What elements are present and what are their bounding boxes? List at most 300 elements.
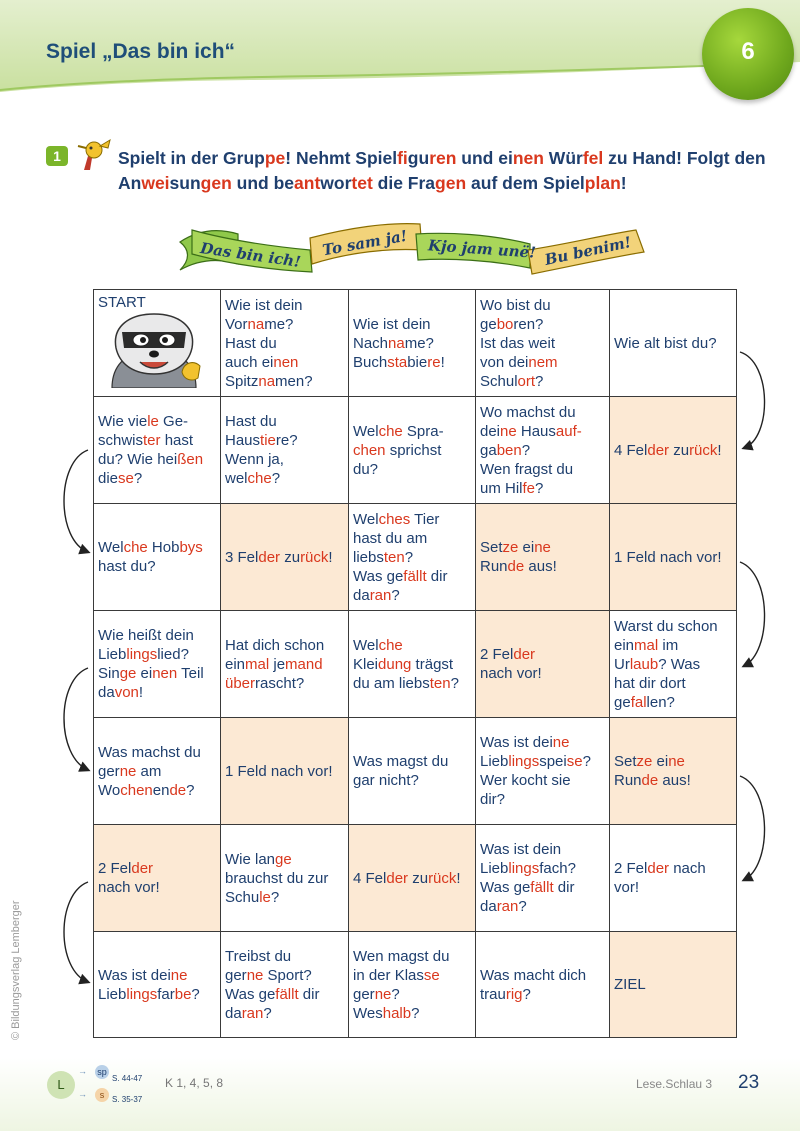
field-text-line xyxy=(480,664,605,683)
field-text: Was ge xyxy=(480,879,531,896)
field-text: aus! xyxy=(658,772,691,789)
field-text-line xyxy=(98,878,216,897)
arrow-left-1 xyxy=(64,450,88,552)
field-text: nach xyxy=(669,860,706,877)
syllable-highlight: le xyxy=(259,888,271,906)
field-text-line xyxy=(225,353,344,372)
syllable-highlight: der xyxy=(647,860,670,877)
sp-pages: S. 44-47 xyxy=(112,1074,143,1083)
syllable-highlight: ant xyxy=(294,172,321,193)
field-text: ? xyxy=(391,985,400,1003)
field-text: Wel xyxy=(98,539,124,556)
board-row xyxy=(94,611,737,718)
syllable-highlight: ter xyxy=(143,432,161,449)
field-text: rascht? xyxy=(255,674,305,692)
field-text-line xyxy=(480,538,605,557)
syllable-highlight: nen xyxy=(512,148,544,168)
field-text: Wie ist dein xyxy=(225,296,303,314)
syllable-highlight: be xyxy=(174,985,192,1003)
field-text-line xyxy=(98,743,216,762)
syllable-highlight: ne xyxy=(170,966,188,984)
field-text: wel xyxy=(225,470,248,487)
field-text: zu xyxy=(408,869,429,887)
field-text-line xyxy=(353,441,471,460)
field-text-line xyxy=(480,557,605,576)
field-text: ? xyxy=(391,586,400,604)
field-text: Ist das weit xyxy=(480,334,556,352)
banner-label-albanian: Kjo jam unë! xyxy=(427,236,537,262)
syllable-highlight: de xyxy=(641,772,659,789)
board-field xyxy=(94,397,221,504)
board-field xyxy=(610,397,737,504)
field-text-line xyxy=(480,752,605,771)
syllable-highlight: fi xyxy=(397,148,408,168)
page-number: 23 xyxy=(738,1072,760,1093)
arrow-right-2 xyxy=(740,562,765,666)
field-text: fach? xyxy=(539,860,576,877)
field-text-line xyxy=(353,529,471,548)
arrow-right-3 xyxy=(740,776,765,880)
field-text: spei xyxy=(539,753,567,770)
field-text-line xyxy=(353,422,471,441)
syllable-highlight: che xyxy=(378,636,403,654)
syllable-highlight: ne xyxy=(246,966,264,984)
field-text: um Hil xyxy=(480,479,523,497)
field-text-line xyxy=(353,315,471,334)
field-text-line xyxy=(98,781,216,800)
syllable-highlight: der xyxy=(513,646,536,663)
field-text: ein xyxy=(225,655,246,673)
field-text: Lieb xyxy=(480,860,509,877)
board-field xyxy=(476,397,610,504)
board-field xyxy=(610,932,737,1038)
field-text: zu xyxy=(280,548,301,566)
syllable-highlight: lings xyxy=(508,753,540,770)
syllable-highlight: mal xyxy=(245,655,270,673)
syllable-highlight: wei xyxy=(141,172,170,193)
board-row xyxy=(94,932,737,1038)
board-field xyxy=(221,825,349,932)
field-text: Warst du schon xyxy=(614,617,718,635)
syllable-highlight: chen xyxy=(120,781,153,799)
syllable-highlight: der xyxy=(131,860,154,877)
arrow-right-icon: → xyxy=(78,1089,87,1099)
banner-label-german: Das bin ich! xyxy=(199,239,302,271)
field-text-line xyxy=(225,450,344,469)
board-field xyxy=(94,290,221,397)
s-reference-icon: s xyxy=(95,1088,109,1102)
syllable-highlight: chen xyxy=(353,441,386,459)
field-text-line xyxy=(480,460,605,479)
field-text-line xyxy=(480,479,605,498)
instruction-text: auf dem Spiel xyxy=(466,172,585,193)
instruction-text: und ei xyxy=(456,148,513,168)
field-text-line xyxy=(225,431,344,450)
syllable-highlight: rück xyxy=(300,548,329,566)
field-text: 1 Feld nach vor! xyxy=(225,762,333,780)
board-field xyxy=(610,718,737,825)
field-text-line xyxy=(353,985,471,1004)
field-text-line xyxy=(353,947,471,966)
syllable-highlight: fällt xyxy=(275,985,299,1003)
field-text-line xyxy=(98,469,216,488)
field-text: Wie lan xyxy=(225,850,276,868)
field-text: Hast du xyxy=(225,334,277,352)
syllable-highlight: bo xyxy=(496,315,514,333)
field-text: Set xyxy=(480,539,503,556)
syllable-highlight: ran xyxy=(369,586,392,604)
instruction-text: und be xyxy=(231,172,295,193)
field-text-line xyxy=(225,548,344,567)
syllable-highlight: fe xyxy=(522,479,536,497)
field-text: ? xyxy=(271,470,281,487)
field-text: men? xyxy=(275,372,313,390)
field-text-line xyxy=(480,985,605,1004)
field-text: nach vor! xyxy=(98,879,160,896)
field-text: am xyxy=(136,762,162,780)
field-text-line xyxy=(98,645,216,664)
syllable-highlight: bys xyxy=(179,539,203,556)
field-text-line xyxy=(98,859,216,878)
greeting-banner xyxy=(178,220,648,285)
field-text: ? xyxy=(191,985,200,1003)
field-text-line xyxy=(225,947,344,966)
field-text-line xyxy=(614,752,732,771)
field-text: Wes xyxy=(353,1004,383,1022)
field-text: Sin xyxy=(98,665,120,682)
task-instruction xyxy=(118,146,768,195)
field-text-line xyxy=(353,510,471,529)
field-text: dir xyxy=(553,879,575,896)
board-row xyxy=(94,825,737,932)
instruction-text: ! xyxy=(620,172,627,193)
field-text: sprichst xyxy=(385,441,442,459)
syllable-highlight: che xyxy=(247,470,272,487)
field-text: Teil xyxy=(177,665,204,682)
field-text: da xyxy=(480,898,497,915)
board-field xyxy=(94,932,221,1038)
field-text-line xyxy=(98,412,216,431)
field-text: je xyxy=(269,655,286,673)
field-text: Was machst du xyxy=(98,743,201,761)
syllable-highlight: auf- xyxy=(555,422,582,440)
field-text-line xyxy=(353,655,471,674)
field-text: ZIEL xyxy=(614,976,646,993)
field-text-line xyxy=(614,674,732,693)
field-text: far xyxy=(157,985,175,1003)
syllable-highlight: der xyxy=(647,441,670,459)
field-text-line xyxy=(98,762,216,781)
field-text: me? xyxy=(264,315,294,333)
field-text: im xyxy=(658,636,679,654)
field-text: ? xyxy=(186,781,195,799)
field-text: Wo machst du xyxy=(480,403,576,421)
field-text: in der Klas xyxy=(353,966,424,984)
board-field xyxy=(349,290,476,397)
field-text: Nach xyxy=(353,334,389,352)
field-text: ? xyxy=(521,441,531,459)
field-text: Hast du xyxy=(225,413,277,430)
field-text-line xyxy=(614,334,732,353)
page-header xyxy=(0,0,800,92)
field-text: Lieb xyxy=(480,753,509,770)
instruction-text: Spielt in der Grup xyxy=(118,148,265,168)
syllable-highlight: gen xyxy=(435,172,467,193)
chapter-badge xyxy=(702,8,794,100)
syllable-highlight: rig xyxy=(505,985,523,1003)
field-text-line xyxy=(480,771,605,790)
syllable-highlight: ren xyxy=(429,148,457,168)
field-text: Wie heißt dein xyxy=(98,627,194,644)
field-text: ? xyxy=(450,674,459,692)
field-text-line xyxy=(225,315,344,334)
field-text: dir xyxy=(426,567,448,585)
syllable-highlight: sta xyxy=(387,353,408,371)
syllable-highlight: na xyxy=(247,315,265,333)
syllable-highlight: von xyxy=(114,684,139,701)
field-text-line xyxy=(225,888,344,907)
arrow-right-1 xyxy=(740,352,765,448)
field-text-line xyxy=(225,869,344,888)
syllable-highlight: mand xyxy=(285,655,323,673)
field-text: du? xyxy=(353,460,379,478)
badger-mascot-icon xyxy=(98,312,210,388)
arrow-left-2 xyxy=(64,668,88,770)
field-text-line xyxy=(225,334,344,353)
instruction-text: sun xyxy=(169,172,201,193)
syllable-highlight: ten xyxy=(383,548,405,566)
board-field xyxy=(94,718,221,825)
board-field xyxy=(349,504,476,611)
syllable-highlight: über xyxy=(225,674,256,692)
syllable-highlight: halb xyxy=(382,1004,412,1022)
field-text-line xyxy=(480,372,605,391)
field-text: ! xyxy=(440,353,445,371)
field-text-line xyxy=(98,985,216,1004)
syllable-highlight: ze xyxy=(636,753,653,770)
field-text: dir? xyxy=(480,791,506,808)
board-field xyxy=(221,397,349,504)
syllable-highlight: pe xyxy=(264,148,286,168)
field-text-line xyxy=(98,431,216,450)
field-text: zu xyxy=(669,441,690,459)
board-row xyxy=(94,397,737,504)
task-number: 1 xyxy=(46,146,68,166)
field-text: Lieb xyxy=(98,646,127,663)
field-text-line xyxy=(353,771,471,790)
board-field xyxy=(221,290,349,397)
field-text: ger xyxy=(353,985,375,1003)
field-text: Wie vie xyxy=(98,413,148,430)
instruction-text: wor xyxy=(320,172,352,193)
field-text: 3 Fel xyxy=(225,548,259,566)
syllable-highlight: de xyxy=(169,781,187,799)
field-text: Wen fragst du xyxy=(480,460,574,478)
field-text: ! xyxy=(456,869,461,887)
syllable-highlight: le xyxy=(147,413,159,430)
field-text-line xyxy=(480,840,605,859)
syllable-highlight: fällt xyxy=(403,567,427,585)
field-text-line xyxy=(614,859,732,878)
field-text-line xyxy=(353,869,471,888)
board-field xyxy=(349,825,476,932)
field-text: Hat dich schon xyxy=(225,636,325,654)
field-text: du? Wie hei xyxy=(98,451,178,468)
field-text: Schul xyxy=(480,372,518,390)
field-text-line xyxy=(98,966,216,985)
field-text-line xyxy=(98,664,216,683)
syllable-highlight: fal xyxy=(630,693,647,711)
board-field xyxy=(476,932,610,1038)
field-text: Was magst du xyxy=(353,753,449,770)
instruction-text: ! Nehmt Spiel xyxy=(285,148,398,168)
field-text-line xyxy=(353,353,471,372)
field-text: Schu xyxy=(225,888,260,906)
field-text-line xyxy=(353,567,471,586)
board-row xyxy=(94,504,737,611)
field-text-line xyxy=(480,966,605,985)
field-text-line xyxy=(353,586,471,605)
field-text: Buch xyxy=(353,353,388,371)
field-text-line xyxy=(225,469,344,488)
field-text-line xyxy=(353,674,471,693)
syllable-highlight: fällt xyxy=(530,879,554,896)
page-title: Spiel „Das bin ich“ xyxy=(46,40,236,63)
field-text: hat dir dort xyxy=(614,674,686,692)
board-field xyxy=(94,825,221,932)
syllable-highlight: ge xyxy=(119,665,137,682)
field-text: ei xyxy=(652,753,669,770)
syllable-highlight: de xyxy=(507,558,525,575)
syllable-highlight: nen xyxy=(152,665,178,682)
field-text: ? xyxy=(404,548,414,566)
field-text: 4 Fel xyxy=(614,441,648,459)
field-text: en xyxy=(152,781,170,799)
field-text: auch ei xyxy=(225,353,274,371)
field-text: gar nicht? xyxy=(353,772,419,789)
syllable-highlight: nen xyxy=(273,353,299,371)
syllable-highlight: lings xyxy=(508,860,540,877)
field-text: trau xyxy=(480,985,506,1003)
field-text: Run xyxy=(480,558,508,575)
board-field xyxy=(610,504,737,611)
syllable-highlight: se xyxy=(118,470,134,487)
field-text-line xyxy=(353,966,471,985)
syllable-highlight: ne xyxy=(552,734,570,751)
field-text: ! xyxy=(717,441,722,459)
field-text: ge xyxy=(480,315,497,333)
field-text-line xyxy=(353,460,471,479)
field-text: von dei xyxy=(480,353,529,371)
field-text: Was ist dei xyxy=(480,734,553,751)
field-text: Set xyxy=(614,753,637,770)
field-text: die xyxy=(98,470,119,487)
field-text: ger xyxy=(225,966,247,984)
field-text-line xyxy=(614,693,732,712)
instruction-text: die Fra xyxy=(372,172,436,193)
field-text-line xyxy=(225,412,344,431)
instruction-text: gu xyxy=(407,148,430,168)
field-text-line xyxy=(480,315,605,334)
field-text: Lieb xyxy=(98,985,127,1003)
syllable-highlight: se xyxy=(423,966,440,984)
field-text: Wie alt bist du? xyxy=(614,334,717,352)
syllable-highlight: plan xyxy=(584,172,621,193)
board-field xyxy=(221,932,349,1038)
syllable-highlight: na xyxy=(258,372,276,390)
field-text: Wer kocht sie xyxy=(480,772,571,789)
field-text-line xyxy=(480,790,605,809)
syllable-highlight: nem xyxy=(528,353,558,371)
field-text-line xyxy=(353,1004,471,1023)
field-text-line xyxy=(98,450,216,469)
field-text-line xyxy=(225,655,344,674)
syllable-highlight: ne xyxy=(500,422,517,440)
field-text-line xyxy=(225,636,344,655)
field-text-line xyxy=(480,353,605,372)
syllable-highlight: laub xyxy=(629,655,659,673)
field-text-line xyxy=(614,655,732,674)
field-text: Wen magst du xyxy=(353,947,450,965)
field-text: Ge- xyxy=(158,413,189,430)
syllable-highlight: ches xyxy=(378,510,411,528)
banner-label-bosnian: To sam ja! xyxy=(321,226,409,260)
field-text-line xyxy=(98,683,216,702)
board-field xyxy=(476,290,610,397)
game-board xyxy=(93,289,737,1038)
field-text: lied? xyxy=(157,646,189,663)
board-field xyxy=(610,825,737,932)
field-text-line xyxy=(614,636,732,655)
syllable-highlight: mal xyxy=(634,636,659,654)
field-text: Was macht dich xyxy=(480,966,587,984)
field-text-line xyxy=(98,626,216,645)
field-text-line xyxy=(480,334,605,353)
arrow-left-3 xyxy=(64,882,88,982)
board-field xyxy=(476,718,610,825)
field-text: me? xyxy=(404,334,434,352)
group-game-icon xyxy=(74,136,114,176)
field-text: Haus xyxy=(225,432,261,449)
field-text: schwis xyxy=(98,432,144,449)
field-text: ? xyxy=(411,1004,420,1022)
syllable-highlight: se xyxy=(566,753,583,770)
field-text: vor! xyxy=(614,879,640,896)
syllable-highlight: ben xyxy=(496,441,522,459)
board-row xyxy=(94,290,737,397)
field-text: Klei xyxy=(353,655,379,673)
field-text: ? xyxy=(535,372,544,390)
field-text: ga xyxy=(480,441,497,459)
field-text: nach vor! xyxy=(480,665,542,682)
field-text: ! xyxy=(328,548,333,566)
syllable-highlight: rück xyxy=(428,869,457,887)
field-text-line xyxy=(614,548,732,567)
field-text-line xyxy=(225,762,344,781)
field-text: 4 Fel xyxy=(353,869,387,887)
field-text: Haus xyxy=(516,422,556,440)
syllable-highlight: ne xyxy=(534,539,551,556)
field-text: Wo bist du xyxy=(480,296,551,314)
field-text: Was ist dei xyxy=(98,966,171,984)
field-text: da xyxy=(225,1004,242,1022)
board-field xyxy=(476,504,610,611)
field-text-line xyxy=(98,557,216,576)
field-text: da xyxy=(98,684,115,701)
field-text-line xyxy=(98,538,216,557)
board-field xyxy=(476,825,610,932)
field-text: Was ge xyxy=(353,567,404,585)
